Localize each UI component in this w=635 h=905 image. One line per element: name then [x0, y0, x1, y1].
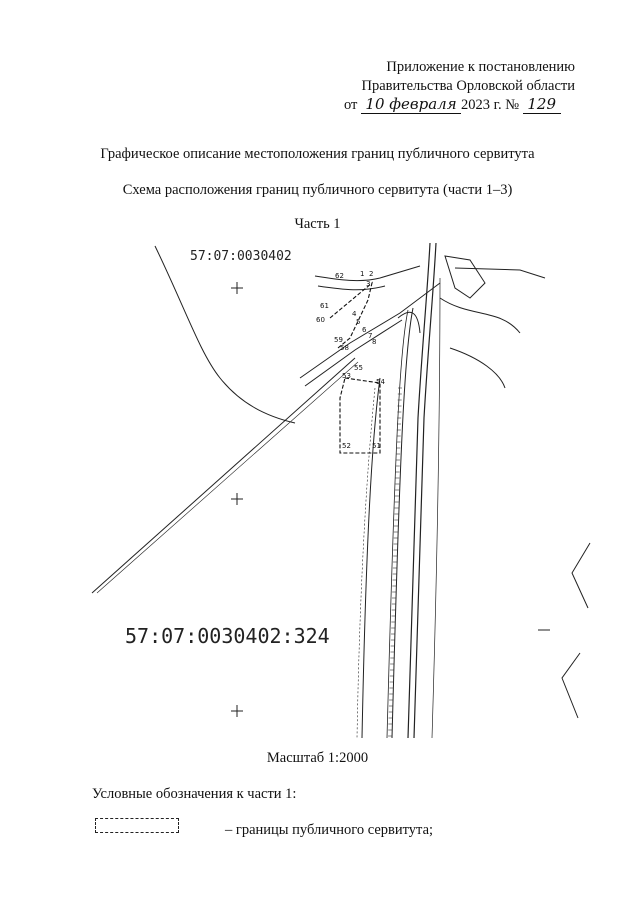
part-label: Часть 1 [294, 216, 341, 232]
point-label: 60 [316, 316, 325, 324]
appendix-line-2: Правительства Орловской области [361, 78, 575, 94]
date-prefix: от [344, 97, 358, 113]
point-label: 51 [372, 442, 381, 450]
map-scale: Масштаб 1:2000 [266, 750, 369, 766]
parcel-boundary-curve [155, 246, 295, 423]
document-subtitle: Схема расположения границ публичного сервитута (части 1–3) [122, 182, 513, 198]
point-label: 59 [334, 336, 343, 344]
point-label: 5 [356, 318, 361, 326]
point-label: 1 [360, 270, 365, 278]
road-corridor [357, 243, 440, 738]
point-label: 54 [376, 378, 385, 386]
legend-dashed-symbol [95, 818, 179, 833]
date-suffix: 2023 г. № [461, 97, 520, 113]
point-label: 53 [342, 372, 351, 380]
point-label: 55 [354, 364, 363, 372]
point-label: 62 [335, 272, 344, 280]
right-fragments [562, 543, 590, 718]
point-label: 8 [372, 338, 377, 346]
cadastral-quarter-label: 57:07:0030402 [190, 249, 292, 264]
point-label: 58 [340, 344, 349, 352]
point-label: 3 [366, 280, 371, 288]
legend-item-servitude: – границы публичного сервитута; [225, 822, 434, 838]
diagonal-boundary-inner [97, 362, 358, 593]
appendix-line-1: Приложение к постановлению [386, 59, 575, 75]
corridor-hatching [388, 388, 402, 736]
cadastral-map [0, 238, 635, 748]
handwritten-date: 10 февраля [361, 95, 461, 114]
document-title: Графическое описание местоположения границ публичного сервитута [100, 146, 535, 162]
cadastral-parcel-label: 57:07:0030402:324 [125, 624, 330, 648]
point-label: 6 [362, 326, 367, 334]
point-label: 4 [352, 310, 357, 318]
point-label: 7 [368, 332, 373, 340]
legend-heading: Условные обозначения к части 1: [92, 786, 297, 802]
point-label: 2 [369, 270, 374, 278]
appendix-date-line [344, 95, 561, 114]
diagonal-boundary [92, 358, 355, 593]
point-label: 61 [320, 302, 329, 310]
point-label: 52 [342, 442, 351, 450]
handwritten-number: 129 [523, 95, 561, 114]
